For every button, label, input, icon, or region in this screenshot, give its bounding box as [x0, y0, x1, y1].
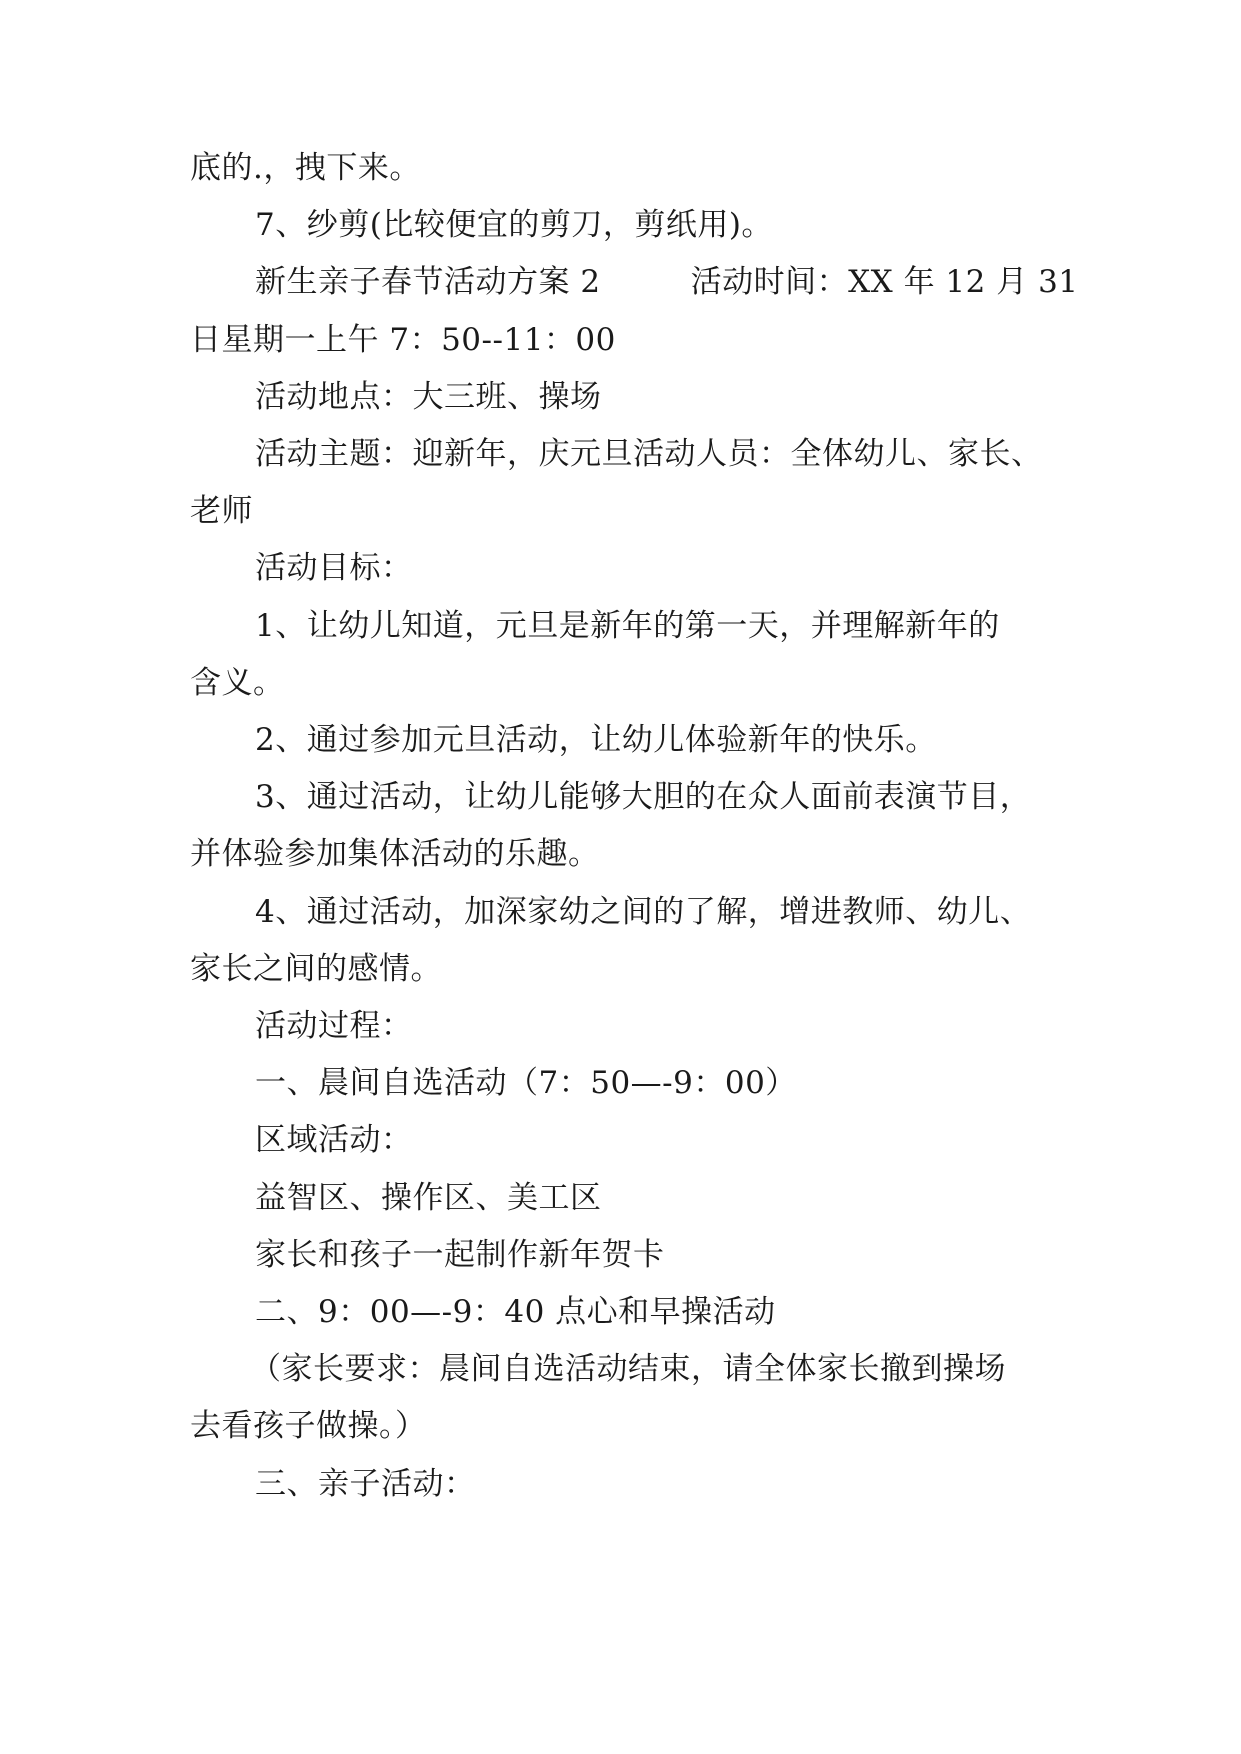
- text-line: 底的.，拽下来。: [190, 150, 421, 186]
- text-line: 7、纱剪(比较便宜的剪刀，剪纸用)。: [255, 207, 773, 243]
- text-line: 活动主题：迎新年，庆元旦活动人员：全体幼儿、家长、: [255, 436, 1043, 472]
- text-line: 二、9：00—-9：40 点心和早操活动: [255, 1294, 776, 1330]
- activity-time: 活动时间：XX 年 12 月 31: [690, 264, 1079, 300]
- text-line: 活动过程：: [255, 1008, 413, 1044]
- text-line: 3、通过活动，让幼儿能够大胆的在众人面前表演节目，: [255, 779, 1032, 815]
- text-line: 三、亲子活动：: [255, 1466, 476, 1502]
- text-line: 益智区、操作区、美工区: [255, 1180, 602, 1216]
- text-line: 1、让幼儿知道，元旦是新年的第一天，并理解新年的: [255, 608, 1000, 644]
- text-line: 并体验参加集体活动的乐趣。: [190, 836, 600, 872]
- text-line: 一、晨间自选活动（7：50—-9：00）: [255, 1065, 797, 1101]
- text-line: 2、通过参加元旦活动，让幼儿体验新年的快乐。: [255, 722, 937, 758]
- text-line: 日星期一上午 7：50--11：00: [190, 322, 616, 358]
- text-line: （家长要求：晨间自选活动结束，请全体家长撤到操场: [250, 1351, 1006, 1387]
- text-line: 活动地点：大三班、操场: [255, 379, 602, 415]
- text-line: 去看孩子做操。）: [190, 1408, 427, 1444]
- text-line: 4、通过活动，加深家幼之间的了解，增进教师、幼儿、: [255, 894, 1032, 930]
- section-title: 新生亲子春节活动方案 2: [255, 264, 601, 300]
- text-line: [255, 262, 1079, 302]
- text-line: 家长和孩子一起制作新年贺卡: [255, 1237, 665, 1273]
- text-line: 家长之间的感情。: [190, 951, 442, 987]
- text-line: 含义。: [190, 665, 285, 701]
- text-line: 老师: [190, 493, 253, 529]
- text-line: 活动目标：: [255, 550, 413, 586]
- text-line: 区域活动：: [255, 1122, 413, 1158]
